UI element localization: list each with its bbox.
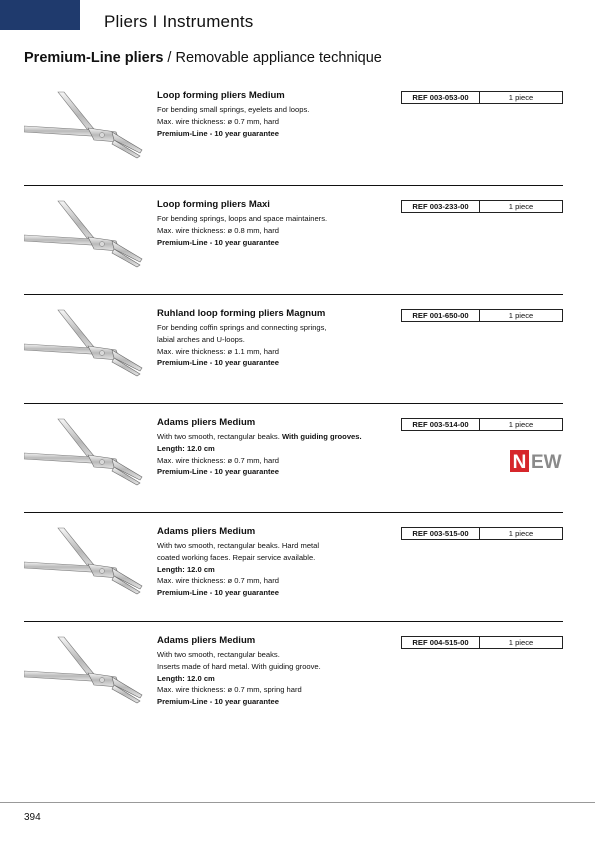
product-description-line (157, 225, 407, 237)
section-heading-bold: Premium-Line pliers (24, 50, 164, 66)
product-name: Loop forming pliers Maxi (157, 199, 270, 210)
product-description-line (157, 431, 407, 443)
line-text: For bending small springs, eyelets and loops. (157, 105, 310, 114)
line-text: labial arches and U-loops. (157, 334, 245, 344)
product-description-line (157, 684, 407, 696)
section-heading (24, 50, 382, 66)
footer-divider (0, 802, 595, 803)
quantity-label: 1 piece (480, 527, 563, 540)
reference-number: REF 003-233-00 (401, 200, 480, 213)
product-divider (24, 512, 563, 513)
quantity-label: 1 piece (480, 636, 563, 649)
pliers-image (24, 308, 152, 398)
quantity-label: 1 piece (480, 418, 563, 431)
quantity-label: 1 piece (480, 91, 563, 104)
product-info (157, 417, 407, 478)
line-text: Length: 12.0 cm (157, 673, 215, 683)
product-entry (24, 526, 563, 635)
line-text: Premium-Line - 10 year guarantee (157, 128, 279, 138)
line-text: Premium-Line - 10 year guarantee (157, 697, 279, 707)
pliers-image (24, 417, 152, 507)
line-text: Max. wire thickness: ø 0.7 mm, spring hard (157, 685, 302, 695)
reference-number: REF 004-515-00 (401, 636, 480, 649)
quantity-label: 1 piece (480, 200, 563, 213)
line-text: Premium-Line - 10 year guarantee (157, 237, 279, 247)
line-text: Max. wire thickness: ø 0.7 mm, hard (157, 576, 279, 586)
product-entry (24, 308, 563, 417)
product-highlight-line (157, 357, 407, 369)
product-description-line (157, 455, 407, 467)
line-text: coated working faces. Repair service available. (157, 552, 316, 562)
line-text: Premium-Line - 10 year guarantee (157, 588, 279, 598)
product-entry (24, 417, 563, 526)
reference-number: REF 003-515-00 (401, 527, 480, 540)
product-highlight-line (157, 237, 407, 249)
product-info (157, 308, 407, 369)
section-heading-rest: / Removable appliance technique (163, 50, 382, 66)
product-highlight-line (157, 587, 407, 599)
product-info (157, 199, 407, 248)
product-entry (24, 199, 563, 308)
product-highlight-line (157, 443, 407, 455)
new-badge-icon (510, 449, 566, 473)
page-number: 394 (24, 812, 41, 823)
line-bold-suffix: With guiding grooves. (279, 432, 362, 441)
svg-text:EW: EW (531, 452, 562, 473)
product-description-line (157, 334, 407, 346)
product-description-line (157, 346, 407, 358)
product-name: Adams pliers Medium (157, 526, 256, 537)
product-highlight-line (157, 564, 407, 576)
line-text: Premium-Line - 10 year guarantee (157, 358, 279, 368)
product-description-line (157, 661, 407, 673)
product-info (157, 90, 407, 139)
line-text: Max. wire thickness: ø 0.7 mm, hard (157, 455, 279, 465)
product-divider (24, 294, 563, 295)
product-description-line (157, 116, 407, 128)
reference-number: REF 003-514-00 (401, 418, 480, 431)
product-name: Adams pliers Medium (157, 417, 256, 428)
product-highlight-line (157, 673, 407, 685)
product-description-line (157, 575, 407, 587)
product-description-line (157, 213, 407, 225)
product-name: Loop forming pliers Medium (157, 90, 285, 101)
product-description-line (157, 540, 407, 552)
pliers-image (24, 635, 152, 725)
product-name: Adams pliers Medium (157, 635, 256, 646)
line-text: With two smooth, rectangular beaks. (157, 432, 280, 441)
pliers-image (24, 90, 152, 180)
line-text: For bending coffin springs and connecting springs, (157, 323, 327, 332)
product-name: Ruhland loop forming pliers Magnum (157, 308, 326, 319)
product-description-line (157, 322, 407, 334)
product-highlight-line (157, 696, 407, 708)
line-text: Premium-Line - 10 year guarantee (157, 467, 279, 477)
line-text: Length: 12.0 cm (157, 564, 215, 574)
product-entry (24, 90, 563, 199)
svg-text:N: N (512, 452, 527, 473)
line-text: Max. wire thickness: ø 0.7 mm, hard (157, 116, 279, 126)
product-divider (24, 185, 563, 186)
quantity-label: 1 piece (480, 309, 563, 322)
line-text: With two smooth, rectangular beaks. (157, 650, 280, 659)
line-text: With two smooth, rectangular beaks. Hard metal (157, 541, 320, 550)
page-title: Pliers I Instruments (104, 12, 254, 31)
reference-number: REF 001-650-00 (401, 309, 480, 322)
product-info (157, 526, 407, 599)
product-divider (24, 621, 563, 622)
reference-number: REF 003-053-00 (401, 91, 480, 104)
line-text: Inserts made of hard metal. With guiding groove. (157, 661, 321, 671)
line-text: For bending springs, loops and space maintainers. (157, 214, 328, 223)
pliers-image (24, 199, 152, 289)
product-description-line (157, 552, 407, 564)
line-text: Max. wire thickness: ø 0.8 mm, hard (157, 225, 279, 235)
pliers-image (24, 526, 152, 616)
product-entry (24, 635, 563, 744)
header-color-tab (0, 0, 80, 30)
product-highlight-line (157, 466, 407, 478)
line-text: Max. wire thickness: ø 1.1 mm, hard (157, 346, 279, 356)
line-text: Length: 12.0 cm (157, 443, 215, 453)
product-description-line (157, 649, 407, 661)
product-divider (24, 403, 563, 404)
product-info (157, 635, 407, 708)
product-description-line (157, 104, 407, 116)
product-highlight-line (157, 128, 407, 140)
